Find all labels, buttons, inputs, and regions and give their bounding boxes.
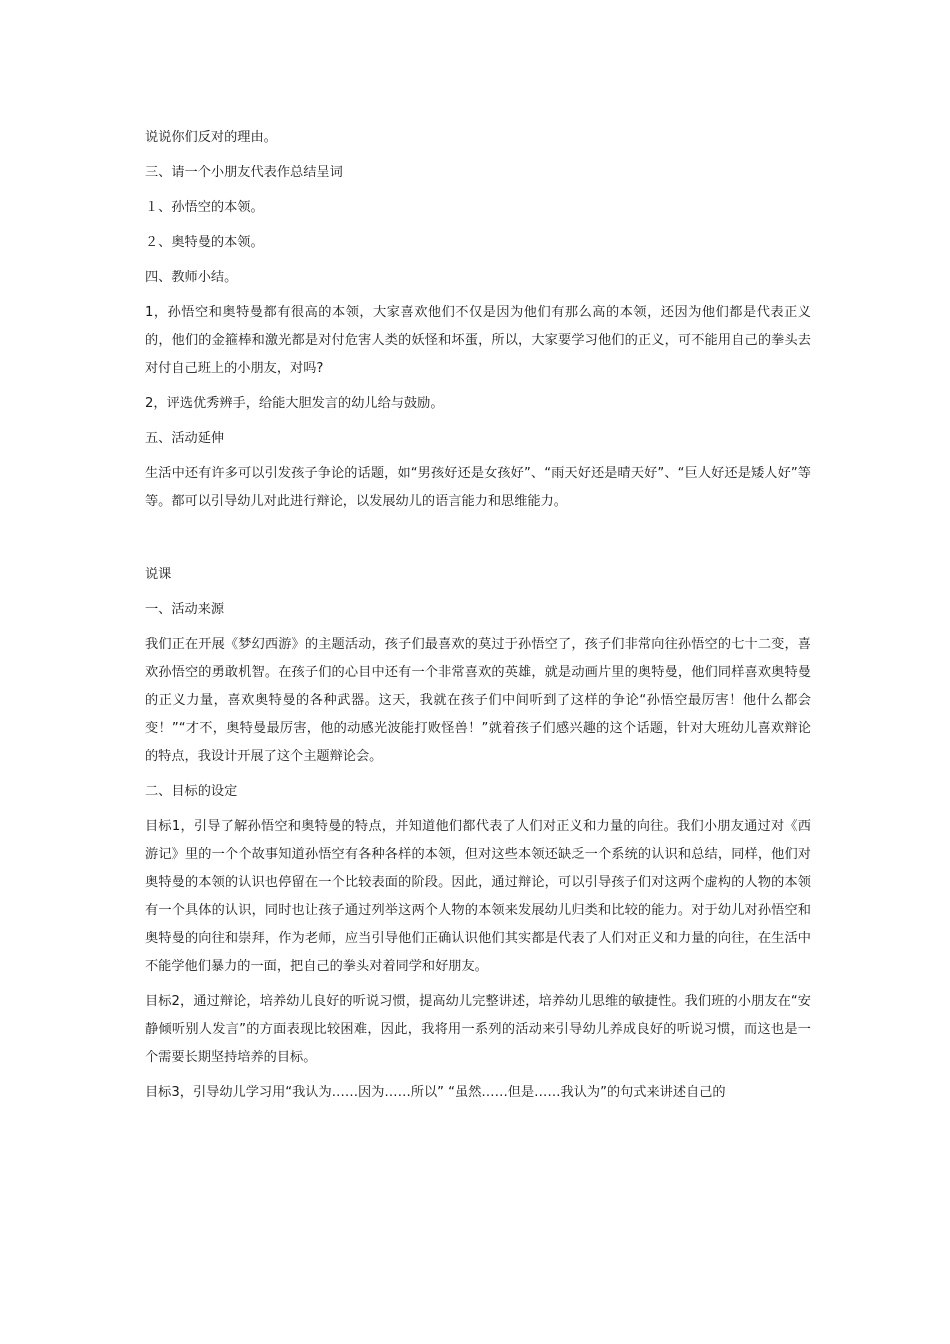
list-item-sunwukong: １、孙悟空的本领。 [145, 200, 264, 215]
paragraph-reason: 说说你们反对的理由。 [145, 130, 277, 145]
paragraph-source: 我们正在开展《梦幻西游》的主题活动，孩子们最喜欢的莫过于孙悟空了，孩子们非常向往孙悟空的七十二变，喜欢孙悟空的勇敢机智。在孩子们的心目中还有一个非常喜欢的英雄，就是动画片里的奥特曼，他们同样喜欢奥特曼的正义力量，喜欢奥特曼的各种武器。这天，我就在孩子们中间听到了这样的争论“孙悟空最厉害！他什么都会变！”“才不，奥特曼最厉害，他的动感光波能打败怪兽！”就着孩子们感兴趣的这个话题，针对大班幼儿喜欢辩论的特点，我设计开展了这个主题辩论会。 [145, 637, 811, 764]
section-title-shuoke: 说课 [145, 567, 172, 582]
heading-goal-setting: 二、目标的设定 [145, 784, 238, 799]
paragraph-goal-3: 目标3，引导幼儿学习用“我认为……因为……所以” “虽然……但是……我认为”的句式来讲述自己的 [145, 1085, 726, 1100]
document-page [145, 124, 811, 1114]
heading-activity-extension: 五、活动延伸 [145, 431, 225, 446]
list-item-ultraman: ２、奥特曼的本领。 [145, 235, 264, 250]
paragraph-goal-1: 目标1，引导了解孙悟空和奥特曼的特点，并知道他们都代表了人们对正义和力量的向往。我们小朋友通过对《西游记》里的一个个故事知道孙悟空有各种各样的本领，但对这些本领还缺乏一个系统的认识和总结，同样，他们对奥特曼的本领的认识也停留在一个比较表面的阶段。因此，通过辩论，可以引导孩子们对这两个虚构的人物的本领有一个具体的认识，同时也让孩子通过列举这两个人物的本领来发展幼儿归类和比较的能力。对于幼儿对孙悟空和奥特曼的向往和崇拜，作为老师，应当引导他们正确认识他们其实都是代表了人们对正义和力量的向往，在生活中不能学他们暴力的一面，把自己的拳头对着同学和好朋友。 [145, 819, 811, 974]
heading-teacher-summary: 四、教师小结。 [145, 270, 238, 285]
paragraph-extension: 生活中还有许多可以引发孩子争论的话题，如“男孩好还是女孩好”、“雨天好还是晴天好”、“巨人好还是矮人好”等等。都可以引导幼儿对此进行辩论，以发展幼儿的语言能力和思维能力。 [145, 466, 811, 509]
paragraph-summary-2: 2，评选优秀辨手，给能大胆发言的幼儿给与鼓励。 [145, 396, 444, 411]
paragraph-summary-1: 1，孙悟空和奥特曼都有很高的本领，大家喜欢他们不仅是因为他们有那么高的本领，还因为他们都是代表正义的，他们的金箍棒和激光都是对付危害人类的妖怪和坏蛋，所以，大家要学习他们的正义，可不能用自己的拳头去对付自己班上的小朋友，对吗? [145, 305, 811, 376]
heading-summary-statement: 三、请一个小朋友代表作总结呈词 [145, 165, 343, 180]
section-gap [145, 523, 811, 561]
paragraph-goal-2: 目标2，通过辩论，培养幼儿良好的听说习惯，提高幼儿完整讲述，培养幼儿思维的敏捷性。我们班的小朋友在“安静倾听别人发言”的方面表现比较困难，因此，我将用一系列的活动来引导幼儿养成良好的听说习惯，而这也是一个需要长期坚持培养的目标。 [145, 994, 811, 1065]
heading-activity-source: 一、活动来源 [145, 602, 225, 617]
